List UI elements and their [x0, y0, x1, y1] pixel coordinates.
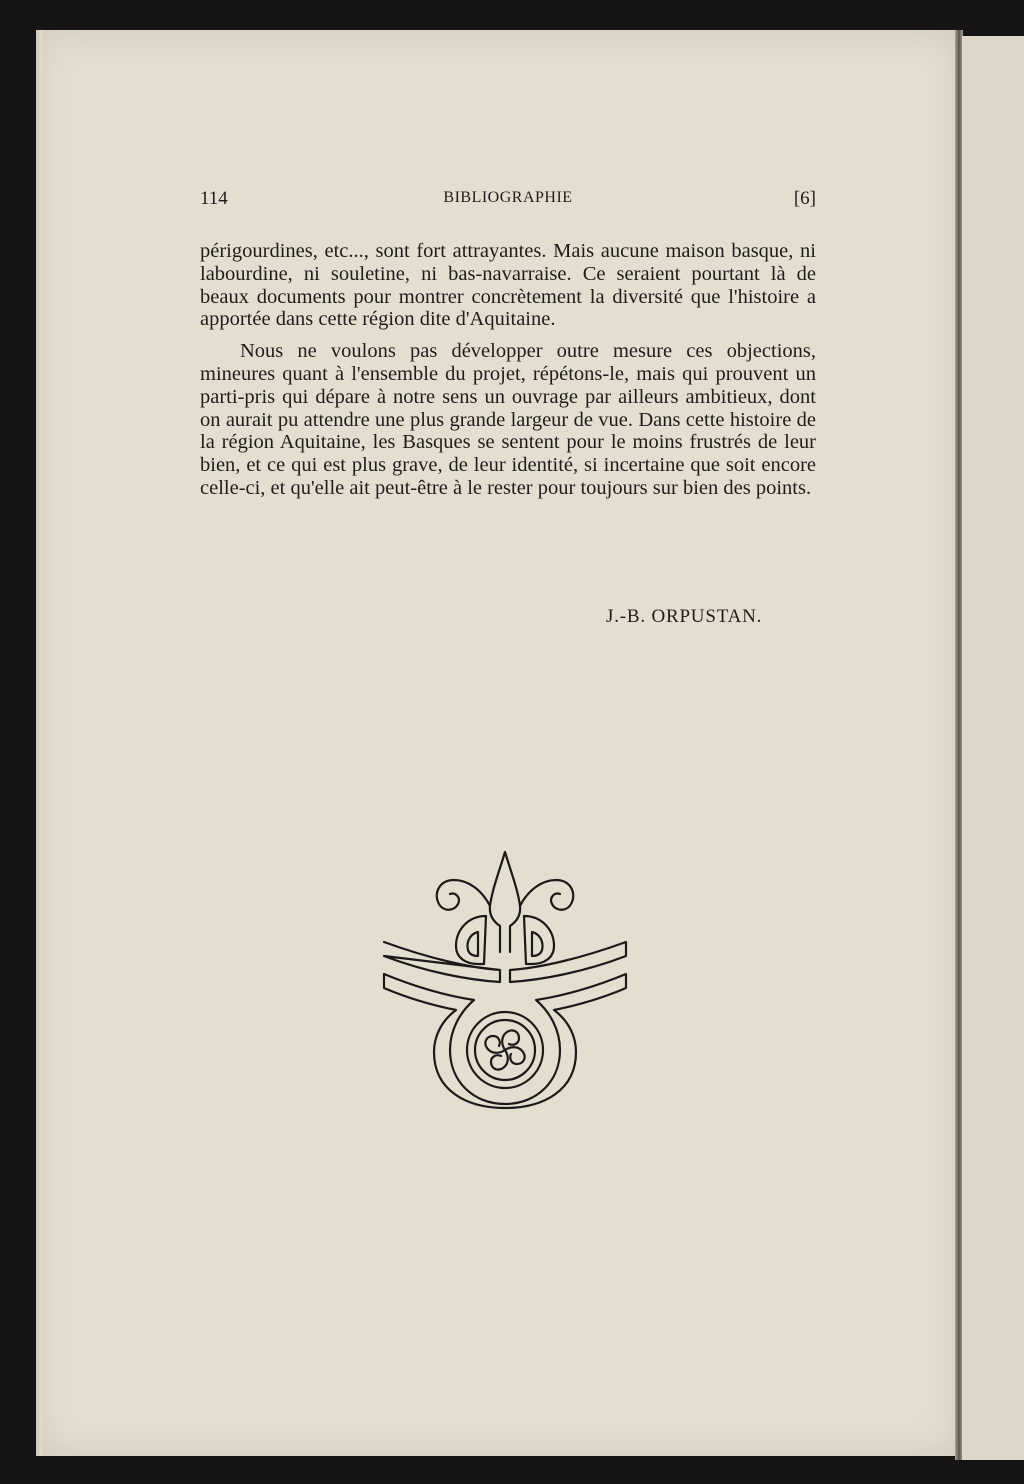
emblem-left-petal — [456, 916, 486, 964]
emblem-upper-arch — [384, 942, 626, 982]
emblem-lauburu — [485, 1030, 524, 1069]
basque-lauburu-emblem-icon — [378, 846, 632, 1110]
paragraph-2: Nous ne voulons pas développer outre mesure ces objections, mineures quant à l'ensemble du projet, répétons-le, mais qui prouvent un parti-pris qui dépare à notre sens un ouvrage par ailleurs ambitieux, dont on aurait pu attendre une plus grande largeur de vue. Dans cette histoire de la région Aquitaine, les Basques se sentent pour le moins frustrés de leur bien, et ce qui est plus grave, de leur identité, si incertaine que soit encore celle-ci, et qu'elle ait peut-être à le rester pour toujours sur bien des points. — [200, 340, 816, 499]
section-title: BIBLIOGRAPHIE — [443, 189, 573, 206]
emblem-spike — [490, 852, 520, 952]
facing-page-edge — [962, 36, 1024, 1460]
folio-number: [6] — [793, 188, 816, 209]
body-text — [200, 240, 816, 500]
author-signature: J.-B. ORPUSTAN. — [606, 606, 763, 627]
page-edge — [36, 30, 42, 1456]
emblem-right-petal — [524, 916, 554, 964]
paragraph-1: périgourdines, etc..., sont fort attrayantes. Mais aucune maison basque, ni labourdine, ni souletine, ni bas-navarraise. Ce seraient pourtant là de beaux documents pour montrer concrètement la diversité que l'histoire a apportée dans cette région dite d'Aquitaine. — [200, 240, 816, 331]
emblem-right-curl — [520, 880, 573, 910]
page-number: 114 — [200, 188, 228, 209]
emblem-left-curl — [437, 880, 490, 910]
running-head — [200, 188, 816, 214]
